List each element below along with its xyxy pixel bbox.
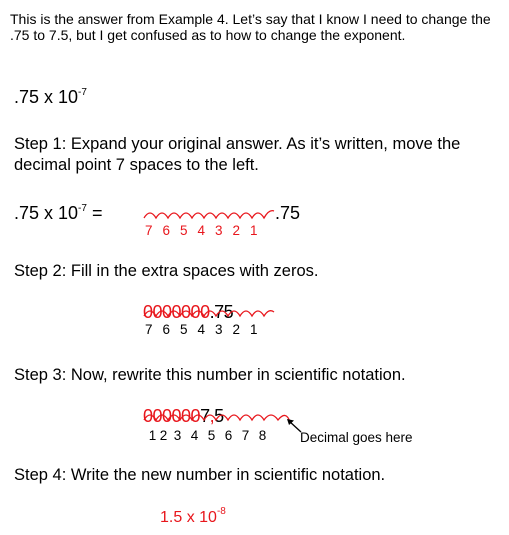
step2-text: Step 2: Fill in the extra spaces with zeros. [14,262,319,280]
step1-count: 1 [249,223,258,238]
step3-hop-arcs-icon [140,408,300,428]
original-base: .75 x 10 [14,87,79,107]
step1-hop-arcs-icon [140,205,275,225]
step1-result: .75 [275,203,301,223]
step2-zeros: 0000000 [143,302,210,322]
step1-expr-base: .75 x 10 [14,203,79,223]
step3-zeros: 000000 [143,406,201,426]
step2-count: 1 [249,322,258,337]
step3-count: 7 [241,428,250,443]
step3-count: 1 [148,428,157,443]
step3-count: 5 [207,428,216,443]
step1-expression [14,203,102,224]
step3-count: 8 [258,428,267,443]
step3-count: 4 [190,428,199,443]
step2-count: 4 [197,322,205,337]
step1-count: 4 [197,223,205,238]
intro-paragraph: This is the answer from Example 4. Let’s say that I know I need to change the .75 to 7.5, but I get confused as to how to change the exponent. [10,11,491,43]
step3-count: 6 [224,428,233,443]
step2-count: 2 [232,322,240,337]
step3-count: 3 [173,428,182,443]
original-exponent: -7 [78,87,87,98]
step4-answer-exponent: -8 [216,506,226,517]
step3-digit: 7 [200,406,210,426]
step1-equals: = [86,203,103,223]
step1-expr-exponent: -7 [78,203,87,214]
step2-count: 6 [162,322,170,337]
step2-hop-arcs-icon [140,304,275,324]
step3-count: 2 [159,428,168,443]
step1-count: 7 [144,223,153,238]
step1-count-row [140,223,263,238]
step3-text: Step 3: Now, rewrite this number in scientific notation. [14,366,406,384]
step1-count: 5 [179,223,188,238]
step2-count: 7 [144,322,153,337]
step3-rest: 5 [214,406,224,426]
step2-count: 5 [179,322,188,337]
step3-count-row [147,428,271,443]
step2-result: .75 [209,302,234,322]
step1-count: 6 [162,223,170,238]
step2-count-row [140,322,263,337]
step3-comma: , [209,406,215,426]
step4-text: Step 4: Write the new number in scientific notation. [14,466,386,484]
original-expression [14,87,87,108]
step3-annotation: Decimal goes here [300,430,413,445]
step1-count: 2 [232,223,240,238]
step1-text: Step 1: Expand your original answer. As it’s written, move the decimal point 7 spaces to the left. [14,135,461,174]
step1-count: 3 [214,223,223,238]
step4-answer-base: 1.5 x 10 [160,509,217,526]
step4-answer [160,506,226,527]
step2-count: 3 [214,322,223,337]
